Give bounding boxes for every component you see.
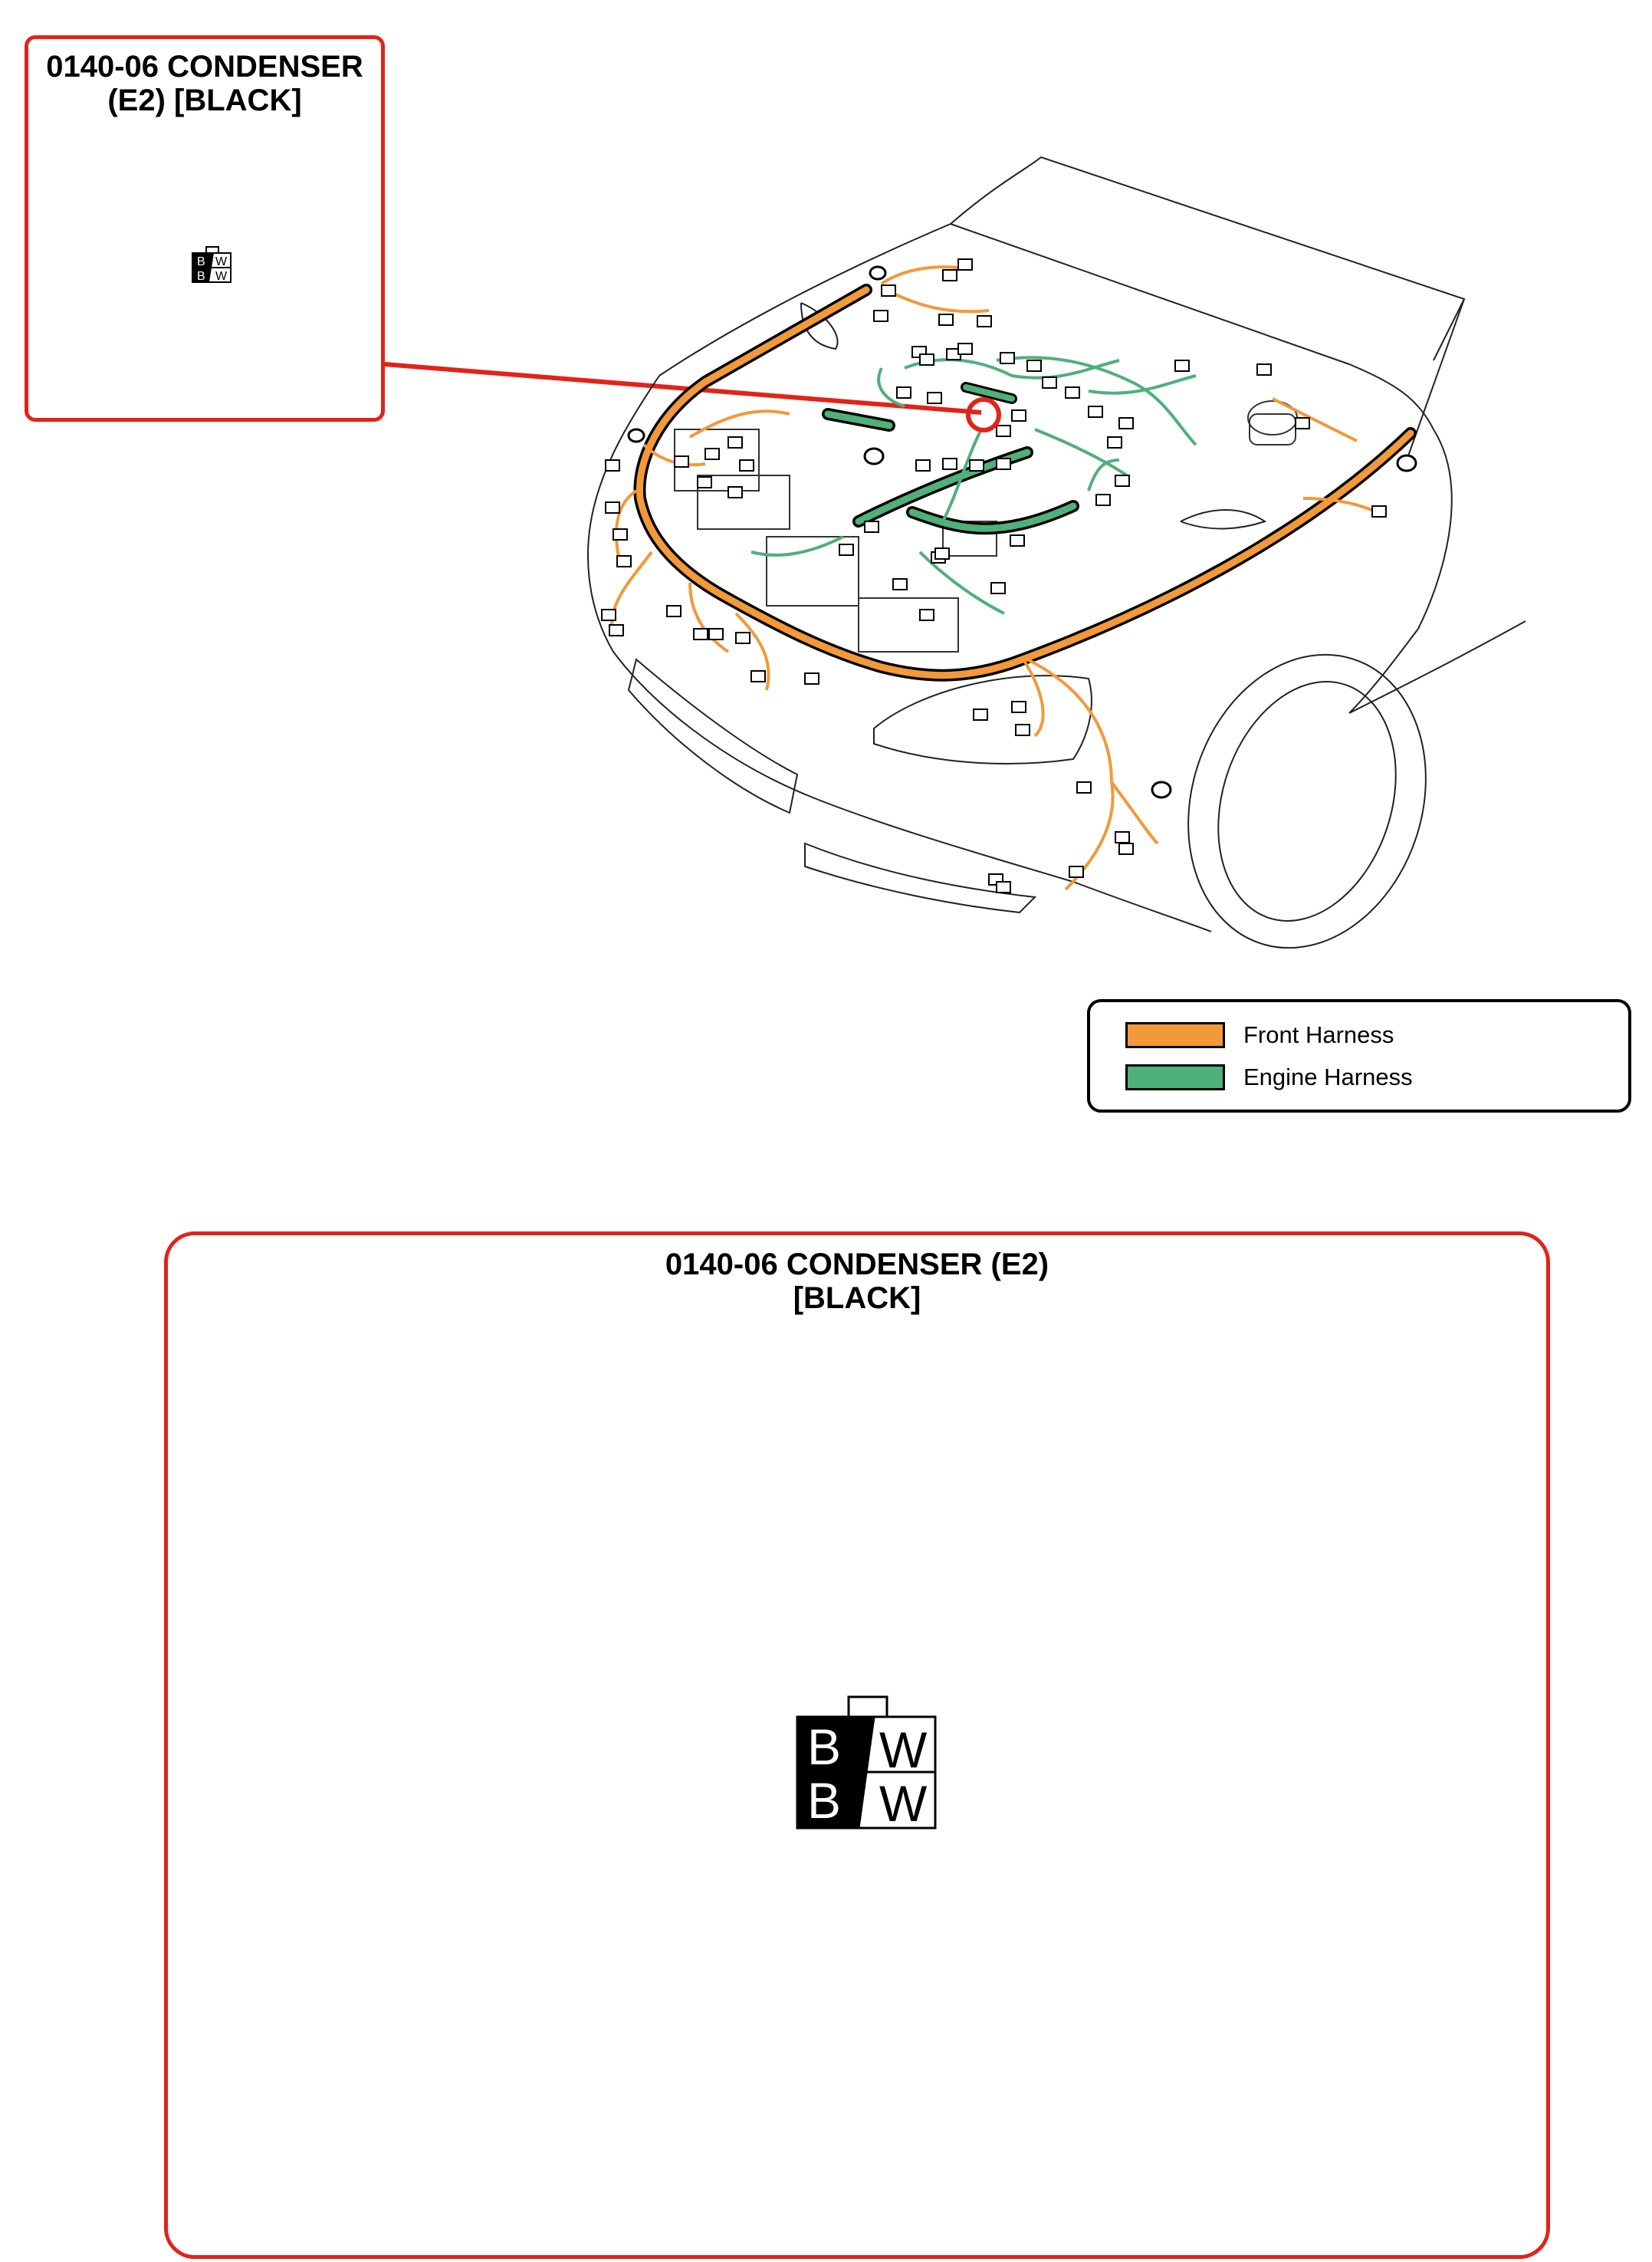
front-harness-branches xyxy=(612,267,1380,889)
harness-legend xyxy=(1087,999,1631,1113)
pin-label: W xyxy=(215,255,228,268)
callout-large-title xyxy=(168,1248,1546,1315)
connector-location-marker xyxy=(968,399,999,430)
pin-label: W xyxy=(879,1775,928,1832)
legend-item-front-harness xyxy=(1125,1020,1394,1050)
callout-small-title-line1: 0140-06 CONDENSER xyxy=(46,50,363,84)
connector-face-large xyxy=(795,1695,941,1833)
callout-small-title-line2: (E2) [BLACK] xyxy=(107,84,302,117)
pin-label: W xyxy=(215,270,228,283)
callout-large-title-line2: [BLACK] xyxy=(793,1281,921,1315)
engine-harness-swatch xyxy=(1125,1064,1225,1090)
pin-label: W xyxy=(879,1721,928,1778)
legend-item-engine-harness xyxy=(1125,1062,1413,1093)
pin-label: B xyxy=(807,1772,842,1829)
pin-label: B xyxy=(197,255,205,268)
car-body-outline xyxy=(588,157,1526,979)
pin-label: B xyxy=(807,1718,842,1775)
connector-callout-small xyxy=(25,35,385,422)
harness-connectors xyxy=(602,259,1386,893)
legend-label: Front Harness xyxy=(1243,1021,1394,1048)
connector-face-small xyxy=(191,246,234,284)
legend-label: Engine Harness xyxy=(1243,1064,1413,1090)
pin-label: B xyxy=(197,270,205,283)
front-harness-swatch xyxy=(1125,1022,1225,1048)
front-harness-trunk xyxy=(639,290,1411,676)
callout-large-title-line1: 0140-06 CONDENSER (E2) xyxy=(665,1248,1049,1281)
connector-callout-large xyxy=(164,1231,1550,2259)
callout-small-title xyxy=(28,50,381,117)
